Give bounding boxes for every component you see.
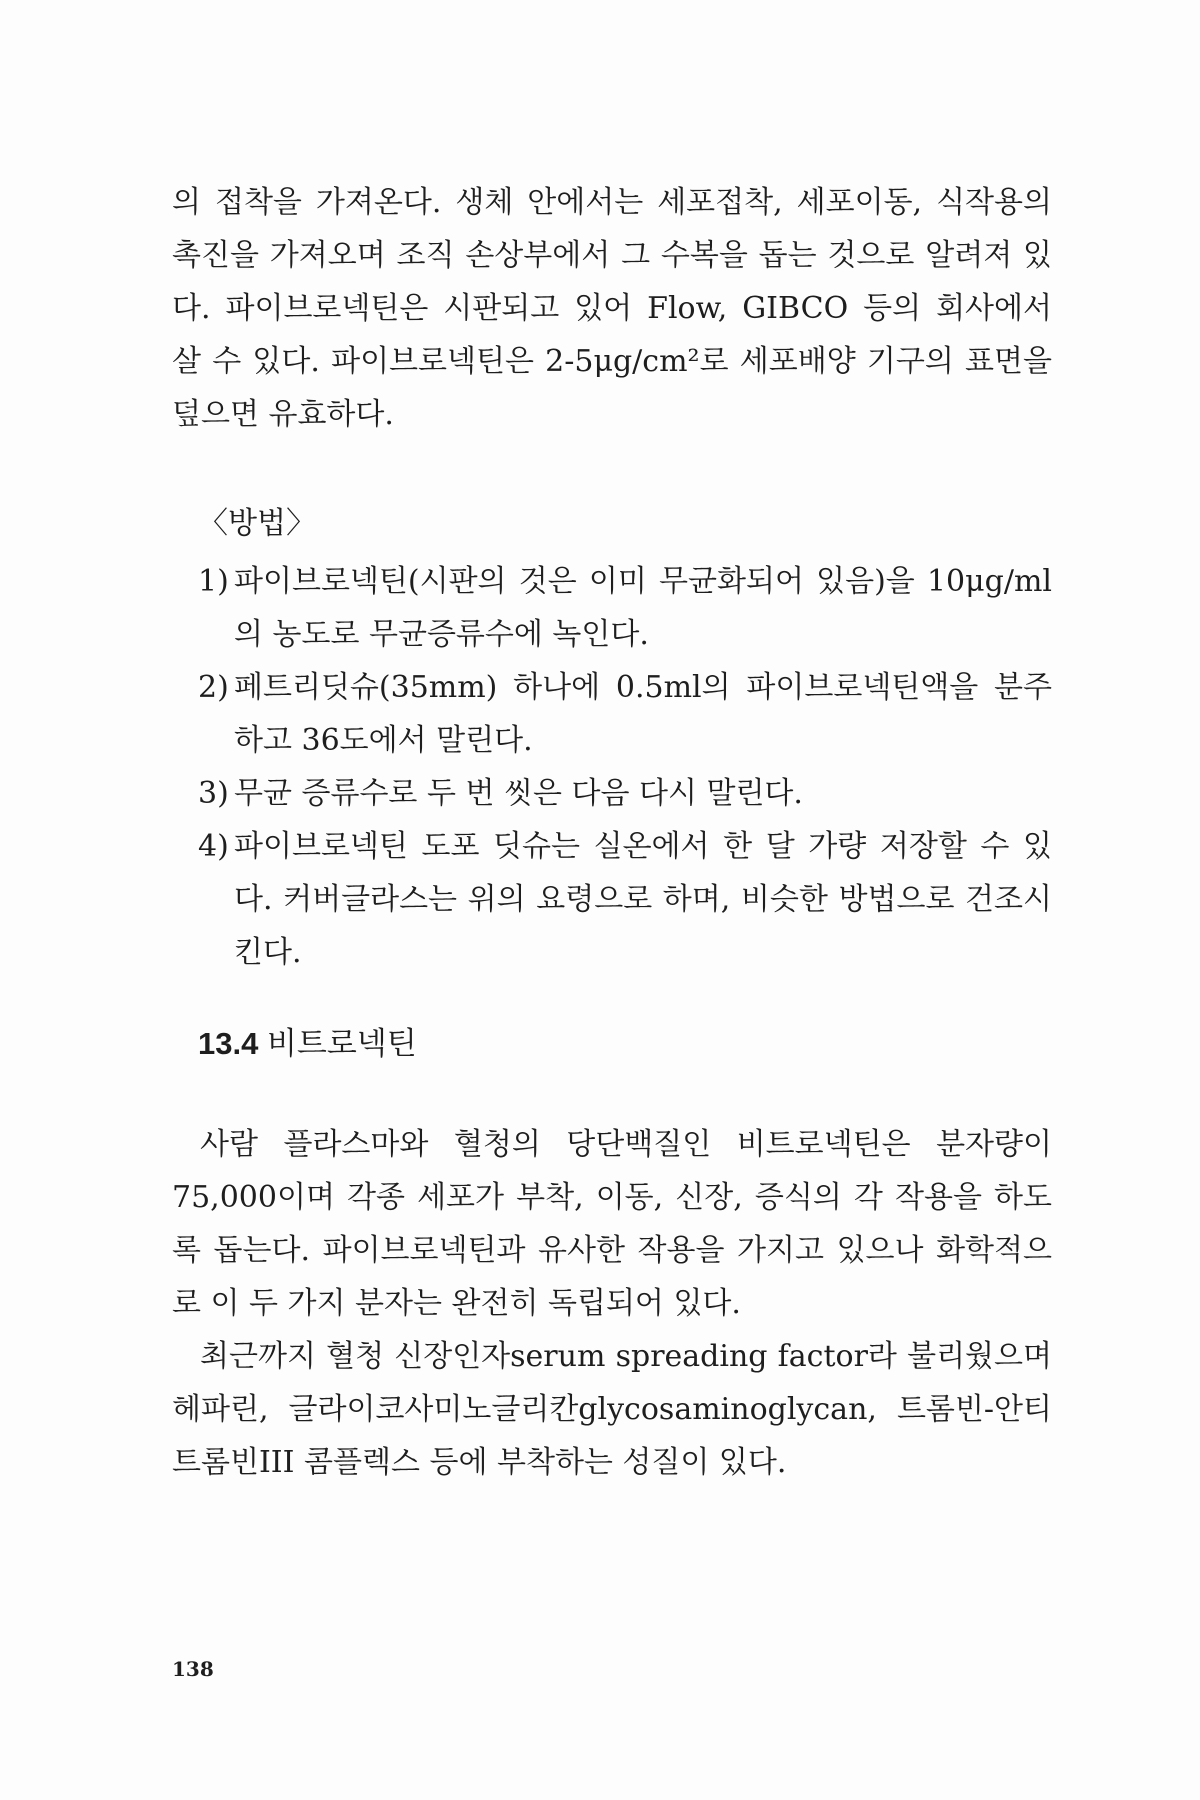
intro-paragraph: 의 접착을 가져온다. 생체 안에서는 세포접착, 세포이동, 식작용의 촉진을 가져오며 조직 손상부에서 그 수복을 돕는 것으로 알려져 있다. 파이브로넥틴은 시판되고 있어 Flow, GIBCO 등의 회사에서 살 수 있다. 파이브로넥틴은 2-5μg/cm²로 세포배양 기구의 표면을 덮으면 유효하다.: [172, 185, 1052, 432]
section-title: 비트로넥틴: [266, 1026, 417, 1062]
intro-paragraph-block: [172, 176, 1052, 441]
step-text: 페트리딧슈(35mm) 하나에 0.5ml의 파이브로넥틴액을 분주하고 36도에서 말린다.: [234, 670, 1052, 758]
section-body: [172, 1118, 1052, 1489]
method-step: [198, 820, 1052, 979]
method-heading: 〈방법〉: [198, 506, 316, 541]
section-number: 13.4: [198, 1026, 259, 1061]
page-number: 138: [172, 1657, 214, 1681]
body-paragraph-1: 사람 플라스마와 혈청의 당단백질인 비트로넥틴은 분자량이 75,000이며 각종 세포가 부착, 이동, 신장, 증식의 각 작용을 하도록 돕는다. 파이브로넥틴과 유사한 작용을 가지고 있으나 화학적으로 이 두 가지 분자는 완전히 독립되어 있다.: [172, 1127, 1052, 1321]
step-text: 파이브로넥틴 도포 딧슈는 실온에서 한 달 가량 저장할 수 있다. 커버글라스는 위의 요령으로 하며, 비슷한 방법으로 건조시킨다.: [234, 829, 1052, 970]
step-number: 3): [198, 776, 229, 811]
step-number: 2): [198, 670, 229, 705]
section-heading: [198, 1022, 417, 1066]
step-text: 파이브로넥틴(시판의 것은 이미 무균화되어 있음)을 10μg/ml의 농도로 무균증류수에 녹인다.: [234, 564, 1052, 652]
method-step: [198, 767, 1052, 820]
step-number: 4): [198, 829, 229, 864]
step-number: 1): [198, 564, 229, 599]
method-step: [198, 555, 1052, 661]
body-paragraph-2: 최근까지 혈청 신장인자serum spreading factor라 불리웠으며 헤파린, 글라이코사미노글리칸glycosaminoglycan, 트롬빈-안티트롬빈III 콤플렉스 등에 부착하는 성질이 있다.: [172, 1339, 1052, 1480]
method-step: [198, 661, 1052, 767]
method-steps-list: [198, 555, 1052, 979]
step-text: 무균 증류수로 두 번 씻은 다음 다시 말린다.: [234, 776, 803, 811]
